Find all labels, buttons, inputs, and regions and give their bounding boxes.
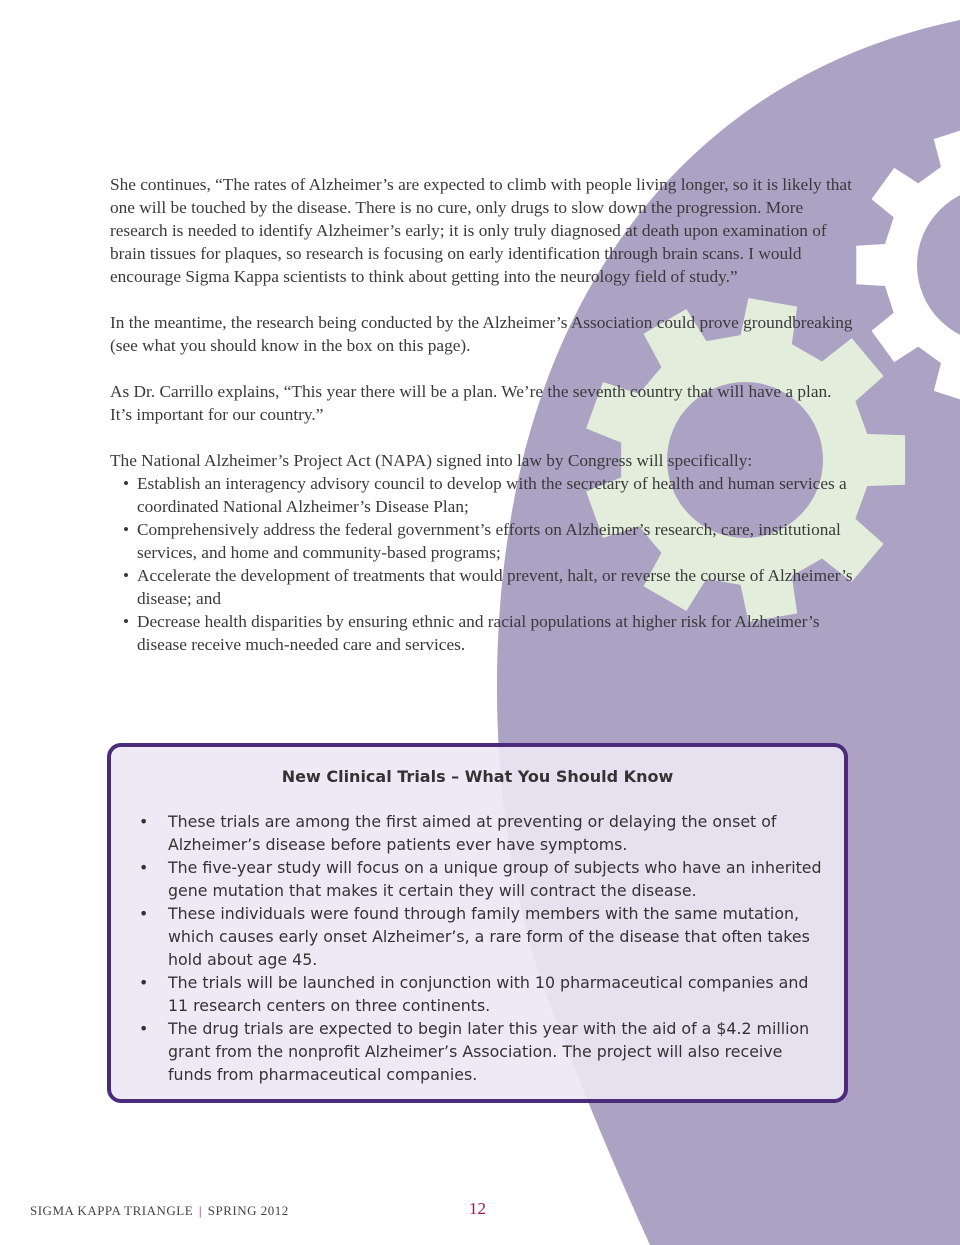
napa-bullet: • Comprehensively address the federal government’s efforts on Alzheimer’s research, care, institutional services, and home and community-based programs; xyxy=(123,518,855,564)
napa-bullet: • Accelerate the development of treatments that would prevent, halt, or reverse the course of Alzheimer’s disease; and xyxy=(123,564,855,610)
napa-bullet: • Establish an interagency advisory council to develop with the secretary of health and human services a coordinated National Alzheimer’s Disease Plan; xyxy=(123,472,855,518)
publication-name: SIGMA KAPPA TRIANGLE xyxy=(30,1203,194,1218)
napa-bullet: • Decrease health disparities by ensuring ethnic and racial populations at higher risk for Alzheimer’s disease receive much-needed care and services. xyxy=(123,610,855,656)
box-bullet: • The trials will be launched in conjunction with 10 pharmaceutical companies and 11 research centers on three continents. xyxy=(139,971,824,1017)
box-bullet: • These individuals were found through family members with the same mutation, which causes early onset Alzheimer’s, a rare form of the disease that often takes hold about age 45. xyxy=(139,902,824,971)
paragraph-quote: She continues, “The rates of Alzheimer’s are expected to climb with people living longer, so it is likely that one will be touched by the disease. There is no cure, only drugs to slow down the progression. More research is needed to identify Alzheimer’s early; it is only truly diagnosed at death upon examination of brain tissues for plaques, so research is focusing on early identification through brain scans. I would encourage Sigma Kappa scientists to think about getting into the neurology field of study.” xyxy=(110,175,852,286)
napa-intro: The National Alzheimer’s Project Act (NAPA) signed into law by Congress will specifically: xyxy=(110,451,753,470)
issue-label: SPRING 2012 xyxy=(207,1203,289,1218)
box-title: New Clinical Trials – What You Should Know xyxy=(281,767,674,786)
box-bullet: • The five-year study will focus on a unique group of subjects who have an inherited gene mutation that makes it certain they will contract the disease. xyxy=(139,856,824,902)
footer-separator: | xyxy=(198,1203,203,1218)
box-bullet-list xyxy=(111,810,844,1086)
footer-publication xyxy=(30,1203,289,1219)
box-bullet: • The drug trials are expected to begin later this year with the aid of a $4.2 million grant from the nonprofit Alzheimer’s Association. The project will also receive funds from pharmaceutical companies. xyxy=(139,1017,824,1086)
article-body xyxy=(110,173,855,656)
paragraph-research: In the meantime, the research being conducted by the Alzheimer’s Association could prove groundbreaking (see what you should know in the box on this page). xyxy=(110,313,853,355)
box-bullet: • These trials are among the first aimed at preventing or delaying the onset of Alzheimer’s disease before patients ever have symptoms. xyxy=(139,810,824,856)
page-number: 12 xyxy=(469,1199,486,1218)
paragraph-plan: As Dr. Carrillo explains, “This year there will be a plan. We’re the seventh country that will have a plan. It’s important for our country.” xyxy=(110,382,832,424)
clinical-trials-box xyxy=(107,743,848,1103)
napa-bullet-list xyxy=(110,472,855,656)
